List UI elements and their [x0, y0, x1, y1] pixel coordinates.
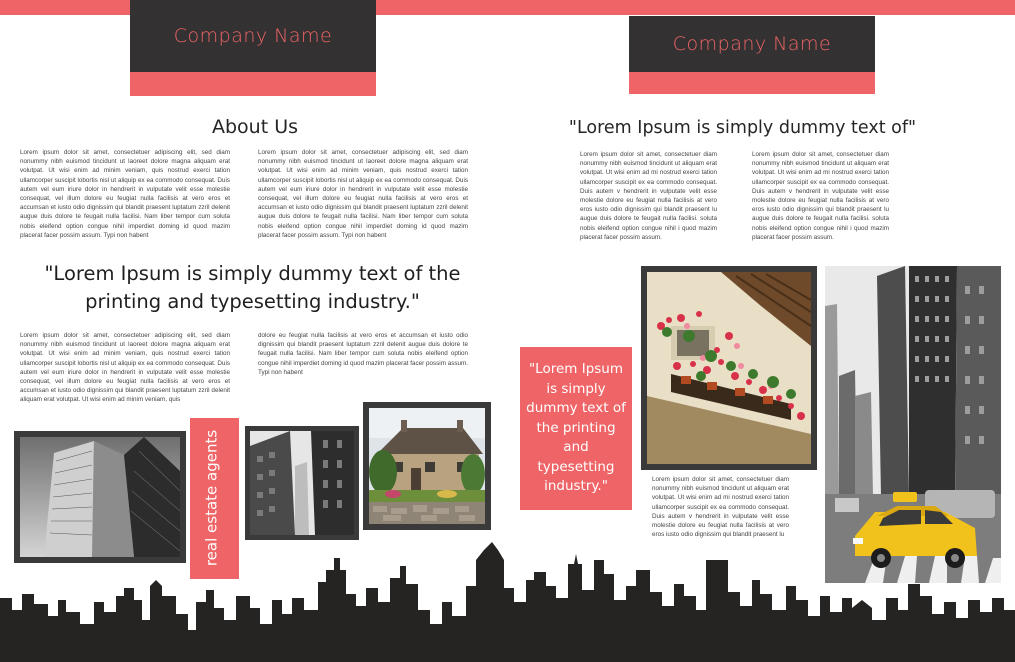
city-taxi-photo: [825, 266, 1001, 583]
company-logo-band-right: [629, 72, 875, 94]
balcony-flowers-photo: [641, 266, 817, 470]
vertical-label-text: real estate agents: [202, 429, 221, 567]
pink-quote-box: [520, 347, 632, 510]
company-name-right: Company Name: [672, 33, 832, 55]
company-logo-right: [629, 16, 875, 72]
about-col1-text: Lorem ipsum dolor sit amet, consectetuer adipiscing elit, sed diam nonummy nibh euismod tincidunt ut laoreet dolore magna aliquam erat volutpat. Ut wisi enim ad minim veniam, quis nostrud exerci tation ullamcorper suscipit lobortis nisl ut aliquip ex ea commodo consequat. Duis autem vel eum iriure dolor in hendrerit in vulputate velit esse molestie consequat, vel illum dolore eu feugiat nulla facilisis at vero eros et accumsan et iusto odio dignissim qui blandit praesent luptatum zzril delenit augue duis dolore te feugait nulla facilisi. Nam liber tempor cum soluta nobis eleifend option congue nihil imperdiet doming id quod mazim placerat facer possim assum. Typi non habent: [20, 149, 230, 239]
cottage-photo: [363, 402, 491, 530]
company-logo-band-left: [130, 72, 376, 96]
buildings-photo: [245, 426, 359, 540]
pull-quote-left: "Lorem Ipsum is simply dummy text of the printing and typesetting industry.": [44, 262, 461, 313]
company-name-left: Company Name: [173, 25, 333, 47]
left-col3-text: Lorem ipsum dolor sit amet, consectetuer adipiscing elit, sed diam nonummy nibh euismod tincidunt ut laoreet dolore magna aliquam erat volutpat. Ut wisi enim ad minim veniam, quis nostrud exerci tation ullamcorper suscipit lobortis nisl ut aliquip ex ea commodo consequat. Duis autem vel eum iriure dolor in hendrerit in vulputate velit esse molestie consequat, vel illum dolore eu feugiat nulla facilisis at vero eros et accumsan et iusto odio dignissim qui blandit praesent luptatum zzril delenit aliquam erat volutpat. Ut wisi enim ad minim veniam, quis: [20, 332, 230, 404]
left-col4-text: dolore eu feugiat nulla facilisis at vero eros et accumsan et iusto odio dignissim qui blandit praesent luptatum zzril delenit augue duis dolore te feugait nulla facilisi. Nam liber tempor cum soluta nobis eleifend option congue nihil imperdiet doming id quod mazim placerat facer possim assum. Typi non habent: [258, 332, 468, 376]
right-col1-text: Lorem ipsum dolor sit amet, consectetuer diam nonummy nibh euismod tincidunt ut aliquam erat volutpat. Ut wisi enim ad mi nostrud exerci tation ullamcorper suscipit ex ea commodo consequat. Duis autem v hendrerit in vulputate velit esse molestie dolore eu feugiat nulla facilisis at vero eros iusto odio dignissim qui blandit praesent lu augue duis dolore te feugait nulla facilisi. soluta nobis eleifend option congue nihil i quod mazim placerat facer possim assum.: [580, 151, 717, 241]
about-us-heading: About Us: [211, 116, 299, 138]
city-skyline-silhouette: [0, 540, 1015, 662]
company-logo-left: [130, 0, 376, 72]
right-col2-text: Lorem ipsum dolor sit amet, consectetuer diam nonummy nibh euismod tincidunt ut aliquam erat volutpat. Ut wisi enim ad mi nostrud exerci tation ullamcorper suscipit ex ea commodo consequat. Duis autem v hendrerit in vulputate velit esse molestie dolore eu feugiat nulla facilisis at vero eros iusto odio dignissim qui blandit praesent lu augue duis dolore te feugait nulla facilisi. soluta nobis eleifend option congue nihil i quod mazim placerat facer possim assum.: [752, 151, 889, 241]
pink-quote-text: "Lorem Ipsum is simply dummy text of the printing and typesetting industry.": [526, 361, 626, 495]
about-col2-text: Lorem ipsum dolor sit amet, consectetuer adipiscing elit, sed diam nonummy nibh euismod tincidunt ut laoreet dolore magna aliquam erat volutpat. Ut wisi enim ad minim veniam, quis nostrud exerci tation ullamcorper suscipit lobortis nisl ut aliquip ex ea commodo consequat. Duis autem vel eum iriure dolor in hendrerit in vulputate velit esse molestie consequat, vel illum dolore eu feugiat nulla facilisis at vero eros et accumsan et iusto odio dignissim qui blandit praesent luptatum zzril delenit augue duis dolore te feugait nulla facilisi. Nam liber tempor cum soluta nobis eleifend option congue nihil imperdiet doming id quod mazim placerat facer possim assum. Typi non habent: [258, 149, 468, 239]
right-col3-text: Lorem ipsum dolor sit amet, consectetuer diam nonummy nibh euismod tincidunt ut aliquam erat volutpat. Ut wisi enim ad mi nostrud exerci tation ullamcorper suscipit ex ea commodo consequat. Duis autem v hendrerit in vulputate velit esse molestie dolore eu feugiat nulla facilisis at vero eros iusto odio dignissim qui blandit praesent lu: [652, 476, 789, 539]
right-quote-title: "Lorem Ipsum is simply dummy text of": [568, 118, 917, 138]
